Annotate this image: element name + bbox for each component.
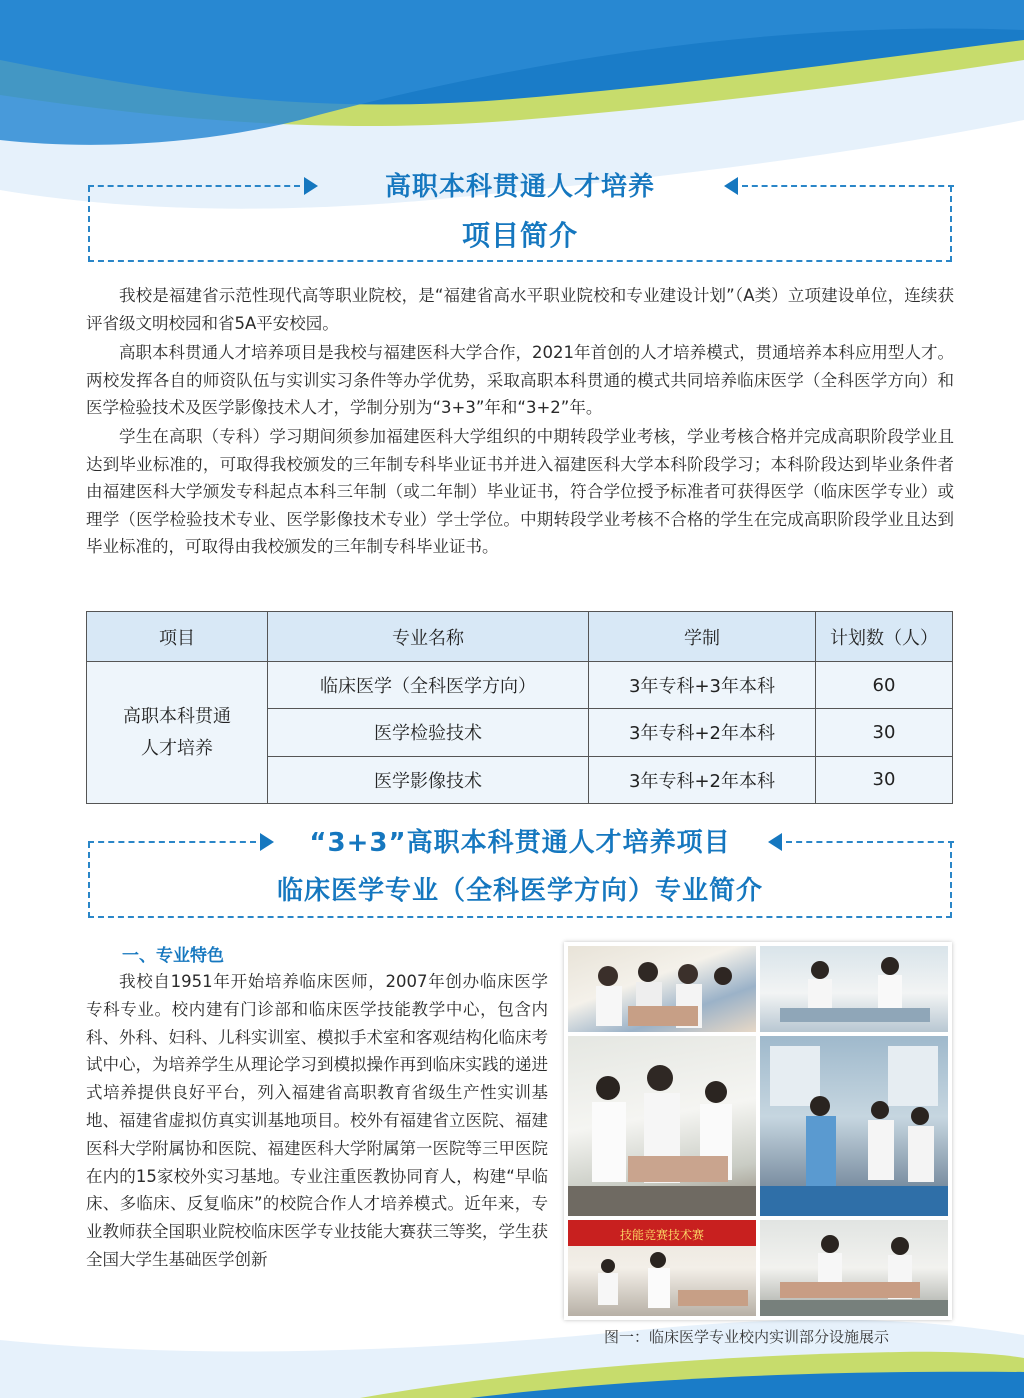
section2-title-line1: “3+3”高职本科贯通人才培养项目: [309, 828, 731, 858]
section1-title-line1: 高职本科贯通人才培养: [384, 172, 655, 202]
header-duration: 学制: [589, 612, 816, 662]
major-cell: 医学检验技术: [268, 709, 589, 756]
duration-cell: 3年专科+2年本科: [589, 709, 816, 756]
major-cell: 医学影像技术: [268, 756, 589, 803]
competition-banner-text: 技能竞赛技术赛: [619, 1228, 705, 1242]
intro-paragraph-3: 学生在高职（专科）学习期间须参加福建医科大学组织的中期转段学业考核，学业考核合格并完成高职阶段学业且达到毕业标准的，可取得我校颁发的三年制专科毕业证书并进入福建医科大学本科阶段学习；本科阶段达到毕业条件者由福建医科大学颁发专科起点本科三年制（或二年制）毕业证书，符合学位授予标准者可获得医学（临床医学专业）或理学（医学检验技术专业、医学影像技术专业）学士学位。中期转段学业考核不合格的学生在完成高职阶段学业且达到毕业标准的，可取得由我校颁发的三年制专科毕业证书。: [86, 427, 954, 556]
section1-title-box: [88, 172, 952, 262]
duration-cell: 3年专科+2年本科: [589, 756, 816, 803]
section1-title-line2: 项目简介: [461, 219, 578, 252]
header-major: 专业名称: [268, 612, 589, 662]
feature-text: 我校自1951年开始培养临床医师，2007年创办临床医学专科专业。校内建有门诊部和临床医学技能教学中心，包含内科、外科、妇科、儿科实训室、模拟手术室和客观结构化临床考试中心，为培养学生从理论学习到模拟操作再到临床实践的递进式培养提供良好平台，列入福建省高职教育省级生产性实训基地、福建省虚拟仿真实训基地项目。校外有福建省立医院、福建医科大学附属协和医院、福建医科大学附属第一医院等三甲医院在内的15家校外实习基地。专业注重医教协同育人，构建“早临床、多临床、反复临床”的校院合作人才培养模式。近年来，专业教师获全国职业院校临床医学专业技能大赛获三等奖，学生获全国大学生基础医学创新: [86, 972, 548, 1269]
section2-title-line2: 临床医学专业（全科医学方向）专业简介: [276, 876, 763, 906]
feature-heading: 一、专业特色: [122, 946, 224, 966]
plan-cell: 30: [816, 709, 953, 756]
majors-table: [86, 611, 953, 804]
plan-cell: 30: [816, 756, 953, 803]
plan-cell: 60: [816, 662, 953, 709]
photo-training-3: [568, 1036, 756, 1216]
duration-cell: 3年专科+3年本科: [589, 662, 816, 709]
group-label-cell: 高职本科贯通 人才培养: [87, 662, 268, 804]
photo-caption: 图一：临床医学专业校内实训部分设施展示: [604, 1328, 890, 1346]
section2-title-box: [88, 828, 952, 918]
header-project: 项目: [87, 612, 268, 662]
photo-training-4: [760, 1036, 948, 1216]
photo-collage: [564, 942, 952, 1320]
header-plan: 计划数（人）: [816, 612, 953, 662]
photo-training-1: [568, 946, 756, 1032]
photo-training-2: [760, 946, 948, 1032]
photo-competition: [568, 1220, 756, 1316]
major-cell: 临床医学（全科医学方向）: [268, 662, 589, 709]
table-row: [87, 662, 953, 709]
intro-paragraph-1: 我校是福建省示范性现代高等职业院校，是“福建省高水平职业院校和专业建设计划”（A类）立项建设单位，连续获评省级文明校园和省5A平安校园。: [86, 286, 954, 333]
intro-paragraph-2: 高职本科贯通人才培养项目是我校与福建医科大学合作，2021年首创的人才培养模式，贯通培养本科应用型人才。两校发挥各自的师资队伍与实训实习条件等办学优势，采取高职本科贯通的模式共同培养临床医学（全科医学方向）和医学检验技术及医学影像技术人才，学制分别为“3+3”年和“3+2”年。: [86, 343, 954, 417]
table-header-row: [87, 612, 953, 662]
photo-training-5: [760, 1220, 948, 1316]
